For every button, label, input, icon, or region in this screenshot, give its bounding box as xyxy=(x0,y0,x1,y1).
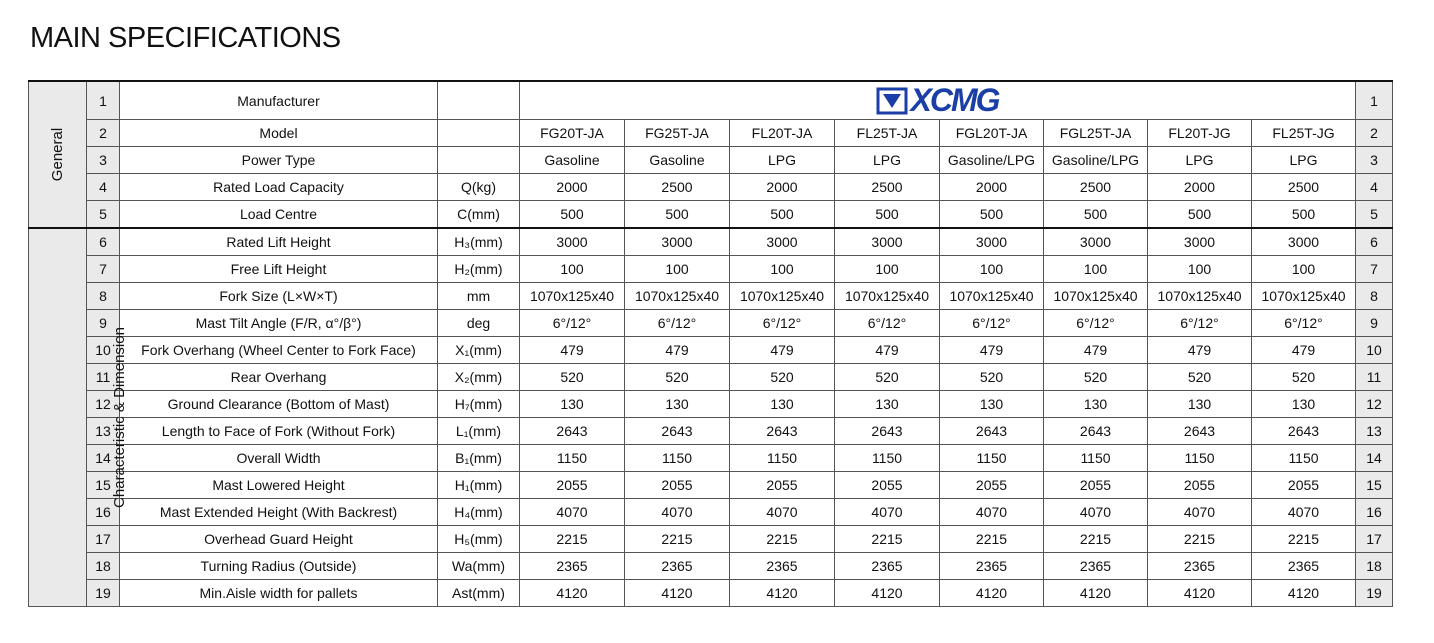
value-cell: 2365 xyxy=(1044,553,1148,580)
value-cell: 2365 xyxy=(835,553,940,580)
item-label: Load Centre xyxy=(120,201,438,229)
row-number: 4 xyxy=(87,174,120,201)
item-label: Power Type xyxy=(120,147,438,174)
row-number-right: 13 xyxy=(1356,418,1393,445)
specifications-body xyxy=(29,81,1393,607)
table-row xyxy=(29,418,1393,445)
item-label: Overhead Guard Height xyxy=(120,526,438,553)
value-cell: 130 xyxy=(1148,391,1252,418)
value-cell: 6°/12° xyxy=(835,310,940,337)
table-row xyxy=(29,391,1393,418)
row-number-right: 14 xyxy=(1356,445,1393,472)
table-row xyxy=(29,228,1393,256)
value-cell: 500 xyxy=(940,201,1044,229)
value-cell: 4070 xyxy=(1252,499,1356,526)
value-cell: 4120 xyxy=(940,580,1044,607)
value-cell: 2000 xyxy=(730,174,835,201)
value-cell: 130 xyxy=(1044,391,1148,418)
table-row xyxy=(29,201,1393,229)
item-label: Turning Radius (Outside) xyxy=(120,553,438,580)
row-number-right: 11 xyxy=(1356,364,1393,391)
value-cell: 2365 xyxy=(625,553,730,580)
value-cell: 4120 xyxy=(1044,580,1148,607)
value-cell: 100 xyxy=(1252,256,1356,283)
value-cell: 2215 xyxy=(730,526,835,553)
value-cell: 4120 xyxy=(625,580,730,607)
value-cell: 520 xyxy=(1252,364,1356,391)
unit-cell: B₁(mm) xyxy=(438,445,520,472)
value-cell: 500 xyxy=(1044,201,1148,229)
value-cell: 1150 xyxy=(1252,445,1356,472)
value-cell: 130 xyxy=(835,391,940,418)
group-characteristic-label: Characteristic & Dimension xyxy=(110,327,128,508)
unit-cell xyxy=(438,120,520,147)
row-number: 2 xyxy=(87,120,120,147)
table-row xyxy=(29,147,1393,174)
unit-cell: mm xyxy=(438,283,520,310)
value-cell: 520 xyxy=(835,364,940,391)
value-cell: 2215 xyxy=(520,526,625,553)
value-cell: 6°/12° xyxy=(730,310,835,337)
value-cell: Gasoline/LPG xyxy=(1044,147,1148,174)
unit-cell: H₃(mm) xyxy=(438,228,520,256)
value-cell: 479 xyxy=(730,337,835,364)
unit-cell: L₁(mm) xyxy=(438,418,520,445)
unit-cell: Q(kg) xyxy=(438,174,520,201)
value-cell: 1150 xyxy=(625,445,730,472)
unit-cell xyxy=(438,81,520,120)
value-cell: 1150 xyxy=(940,445,1044,472)
value-cell: 130 xyxy=(520,391,625,418)
xcmg-emblem-icon xyxy=(877,88,907,114)
row-number-right: 18 xyxy=(1356,553,1393,580)
value-cell: 1070x125x40 xyxy=(1252,283,1356,310)
row-number-right: 16 xyxy=(1356,499,1393,526)
item-label: Mast Tilt Angle (F/R, α°/β°) xyxy=(120,310,438,337)
row-number: 10 xyxy=(87,337,120,364)
row-number-right: 3 xyxy=(1356,147,1393,174)
row-number: 5 xyxy=(87,201,120,229)
value-cell: 100 xyxy=(730,256,835,283)
value-cell: 4070 xyxy=(625,499,730,526)
value-cell: 500 xyxy=(730,201,835,229)
item-label: Min.Aisle width for pallets xyxy=(120,580,438,607)
value-cell: 130 xyxy=(940,391,1044,418)
value-cell: 1070x125x40 xyxy=(520,283,625,310)
value-cell: 6°/12° xyxy=(1044,310,1148,337)
table-row xyxy=(29,472,1393,499)
item-label: Mast Extended Height (With Backrest) xyxy=(120,499,438,526)
value-cell: 2055 xyxy=(1044,472,1148,499)
item-label: Mast Lowered Height xyxy=(120,472,438,499)
page-title: MAIN SPECIFICATIONS xyxy=(30,22,341,54)
row-number-right: 2 xyxy=(1356,120,1393,147)
unit-cell: H₅(mm) xyxy=(438,526,520,553)
value-cell: 100 xyxy=(835,256,940,283)
value-cell: 100 xyxy=(940,256,1044,283)
unit-cell: H₄(mm) xyxy=(438,499,520,526)
value-cell: 2500 xyxy=(1044,174,1148,201)
value-cell: 2055 xyxy=(1148,472,1252,499)
value-cell: 2055 xyxy=(730,472,835,499)
value-cell: 4120 xyxy=(1148,580,1252,607)
group-general xyxy=(29,81,87,228)
unit-cell: C(mm) xyxy=(438,201,520,229)
value-cell: 520 xyxy=(520,364,625,391)
unit-cell: H₇(mm) xyxy=(438,391,520,418)
table-row xyxy=(29,174,1393,201)
value-cell: LPG xyxy=(835,147,940,174)
value-cell: 520 xyxy=(730,364,835,391)
value-cell: 4070 xyxy=(1044,499,1148,526)
row-number: 8 xyxy=(87,283,120,310)
value-cell: 1070x125x40 xyxy=(1044,283,1148,310)
value-cell: 2215 xyxy=(625,526,730,553)
row-number-right: 15 xyxy=(1356,472,1393,499)
value-cell: 2215 xyxy=(835,526,940,553)
row-number-right: 9 xyxy=(1356,310,1393,337)
unit-cell: H₁(mm) xyxy=(438,472,520,499)
unit-cell: X₂(mm) xyxy=(438,364,520,391)
manufacturer-logo-cell xyxy=(520,81,1356,120)
row-number: 1 xyxy=(87,81,120,120)
value-cell: 3000 xyxy=(940,228,1044,256)
value-cell: 2215 xyxy=(1252,526,1356,553)
value-cell: 2643 xyxy=(1148,418,1252,445)
row-number-right: 5 xyxy=(1356,201,1393,229)
item-label: Overall Width xyxy=(120,445,438,472)
value-cell: FL25T-JG xyxy=(1252,120,1356,147)
value-cell: 3000 xyxy=(835,228,940,256)
value-cell: 4120 xyxy=(1252,580,1356,607)
value-cell: 2500 xyxy=(625,174,730,201)
value-cell: 6°/12° xyxy=(520,310,625,337)
group-general-label: General xyxy=(49,127,66,182)
value-cell: 1150 xyxy=(1148,445,1252,472)
value-cell: 2500 xyxy=(1252,174,1356,201)
item-label: Rated Lift Height xyxy=(120,228,438,256)
value-cell: FL25T-JA xyxy=(835,120,940,147)
value-cell: 6°/12° xyxy=(625,310,730,337)
unit-cell: H₂(mm) xyxy=(438,256,520,283)
row-number: 15 xyxy=(87,472,120,499)
value-cell: LPG xyxy=(730,147,835,174)
value-cell: Gasoline/LPG xyxy=(940,147,1044,174)
value-cell: 1150 xyxy=(835,445,940,472)
value-cell: 479 xyxy=(940,337,1044,364)
table-row xyxy=(29,553,1393,580)
row-number-right: 1 xyxy=(1356,81,1393,120)
value-cell: 479 xyxy=(625,337,730,364)
value-cell: 479 xyxy=(1252,337,1356,364)
item-label: Fork Overhang (Wheel Center to Fork Face) xyxy=(120,337,438,364)
value-cell: 479 xyxy=(520,337,625,364)
value-cell: 500 xyxy=(1252,201,1356,229)
table-row xyxy=(29,310,1393,337)
xcmg-logo xyxy=(877,82,999,119)
value-cell: 6°/12° xyxy=(940,310,1044,337)
value-cell: Gasoline xyxy=(520,147,625,174)
row-number: 16 xyxy=(87,499,120,526)
value-cell: 4120 xyxy=(520,580,625,607)
table-row xyxy=(29,120,1393,147)
value-cell: 2055 xyxy=(940,472,1044,499)
value-cell: 2055 xyxy=(835,472,940,499)
value-cell: 4070 xyxy=(940,499,1044,526)
value-cell: 2365 xyxy=(520,553,625,580)
value-cell: 500 xyxy=(835,201,940,229)
row-number-right: 12 xyxy=(1356,391,1393,418)
value-cell: 479 xyxy=(835,337,940,364)
table-row xyxy=(29,364,1393,391)
value-cell: 100 xyxy=(1044,256,1148,283)
table-row xyxy=(29,256,1393,283)
item-label: Manufacturer xyxy=(120,81,438,120)
value-cell: 2643 xyxy=(520,418,625,445)
value-cell: FGL25T-JA xyxy=(1044,120,1148,147)
row-number: 13 xyxy=(87,418,120,445)
value-cell: FGL20T-JA xyxy=(940,120,1044,147)
item-label: Fork Size (L×W×T) xyxy=(120,283,438,310)
row-number-right: 7 xyxy=(1356,256,1393,283)
row-number-right: 4 xyxy=(1356,174,1393,201)
value-cell: 4070 xyxy=(835,499,940,526)
unit-cell xyxy=(438,147,520,174)
value-cell: 500 xyxy=(520,201,625,229)
value-cell: 6°/12° xyxy=(1148,310,1252,337)
value-cell: 2643 xyxy=(835,418,940,445)
row-number: 19 xyxy=(87,580,120,607)
row-number: 7 xyxy=(87,256,120,283)
value-cell: 2000 xyxy=(520,174,625,201)
value-cell: LPG xyxy=(1148,147,1252,174)
brand-name: XCMG xyxy=(910,82,999,118)
value-cell: 1070x125x40 xyxy=(625,283,730,310)
value-cell: 4120 xyxy=(730,580,835,607)
value-cell: 520 xyxy=(940,364,1044,391)
value-cell: 3000 xyxy=(520,228,625,256)
item-label: Length to Face of Fork (Without Fork) xyxy=(120,418,438,445)
value-cell: 4070 xyxy=(1148,499,1252,526)
value-cell: 2643 xyxy=(625,418,730,445)
value-cell: 1150 xyxy=(520,445,625,472)
row-number: 9 xyxy=(87,310,120,337)
value-cell: 100 xyxy=(520,256,625,283)
value-cell: 2055 xyxy=(520,472,625,499)
row-number-right: 19 xyxy=(1356,580,1393,607)
value-cell: 2215 xyxy=(1148,526,1252,553)
value-cell: 130 xyxy=(1252,391,1356,418)
value-cell: 1150 xyxy=(730,445,835,472)
value-cell: 3000 xyxy=(1044,228,1148,256)
value-cell: Gasoline xyxy=(625,147,730,174)
value-cell: 1150 xyxy=(1044,445,1148,472)
row-number-right: 6 xyxy=(1356,228,1393,256)
table-row xyxy=(29,337,1393,364)
value-cell: 3000 xyxy=(730,228,835,256)
row-number-right: 17 xyxy=(1356,526,1393,553)
item-label: Ground Clearance (Bottom of Mast) xyxy=(120,391,438,418)
row-number: 6 xyxy=(87,228,120,256)
value-cell: 520 xyxy=(1148,364,1252,391)
item-label: Rated Load Capacity xyxy=(120,174,438,201)
item-label: Model xyxy=(120,120,438,147)
table-row xyxy=(29,445,1393,472)
unit-cell: Wa(mm) xyxy=(438,553,520,580)
table-row xyxy=(29,81,1393,120)
value-cell: 2365 xyxy=(730,553,835,580)
value-cell: 2215 xyxy=(940,526,1044,553)
value-cell: 479 xyxy=(1148,337,1252,364)
value-cell: FG20T-JA xyxy=(520,120,625,147)
value-cell: 100 xyxy=(1148,256,1252,283)
value-cell: FL20T-JA xyxy=(730,120,835,147)
row-number: 17 xyxy=(87,526,120,553)
value-cell: 100 xyxy=(625,256,730,283)
row-number-right: 10 xyxy=(1356,337,1393,364)
value-cell: 3000 xyxy=(625,228,730,256)
value-cell: 2500 xyxy=(835,174,940,201)
value-cell: 130 xyxy=(730,391,835,418)
value-cell: 479 xyxy=(1044,337,1148,364)
value-cell: 2055 xyxy=(625,472,730,499)
unit-cell: Ast(mm) xyxy=(438,580,520,607)
specifications-table xyxy=(28,80,1393,607)
row-number: 18 xyxy=(87,553,120,580)
row-number: 12 xyxy=(87,391,120,418)
table-row xyxy=(29,580,1393,607)
value-cell: 4070 xyxy=(730,499,835,526)
row-number: 14 xyxy=(87,445,120,472)
value-cell: 130 xyxy=(625,391,730,418)
row-number-right: 8 xyxy=(1356,283,1393,310)
value-cell: 1070x125x40 xyxy=(835,283,940,310)
table-row xyxy=(29,283,1393,310)
value-cell: FG25T-JA xyxy=(625,120,730,147)
value-cell: 520 xyxy=(625,364,730,391)
value-cell: 2365 xyxy=(1252,553,1356,580)
table-row xyxy=(29,499,1393,526)
value-cell: 2215 xyxy=(1044,526,1148,553)
value-cell: 3000 xyxy=(1252,228,1356,256)
value-cell: 1070x125x40 xyxy=(940,283,1044,310)
item-label: Rear Overhang xyxy=(120,364,438,391)
value-cell: 4070 xyxy=(520,499,625,526)
table-row xyxy=(29,526,1393,553)
value-cell: 2643 xyxy=(1252,418,1356,445)
row-number: 11 xyxy=(87,364,120,391)
value-cell: 4120 xyxy=(835,580,940,607)
value-cell: 2643 xyxy=(1044,418,1148,445)
value-cell: 2365 xyxy=(1148,553,1252,580)
value-cell: 1070x125x40 xyxy=(730,283,835,310)
value-cell: 520 xyxy=(1044,364,1148,391)
value-cell: 2365 xyxy=(940,553,1044,580)
value-cell: 2055 xyxy=(1252,472,1356,499)
value-cell: 6°/12° xyxy=(1252,310,1356,337)
value-cell: 2000 xyxy=(1148,174,1252,201)
value-cell: 500 xyxy=(625,201,730,229)
value-cell: 1070x125x40 xyxy=(1148,283,1252,310)
value-cell: 3000 xyxy=(1148,228,1252,256)
item-label: Free Lift Height xyxy=(120,256,438,283)
unit-cell: X₁(mm) xyxy=(438,337,520,364)
value-cell: 2000 xyxy=(940,174,1044,201)
value-cell: 2643 xyxy=(730,418,835,445)
value-cell: FL20T-JG xyxy=(1148,120,1252,147)
row-number: 3 xyxy=(87,147,120,174)
unit-cell: deg xyxy=(438,310,520,337)
value-cell: 500 xyxy=(1148,201,1252,229)
value-cell: LPG xyxy=(1252,147,1356,174)
value-cell: 2643 xyxy=(940,418,1044,445)
